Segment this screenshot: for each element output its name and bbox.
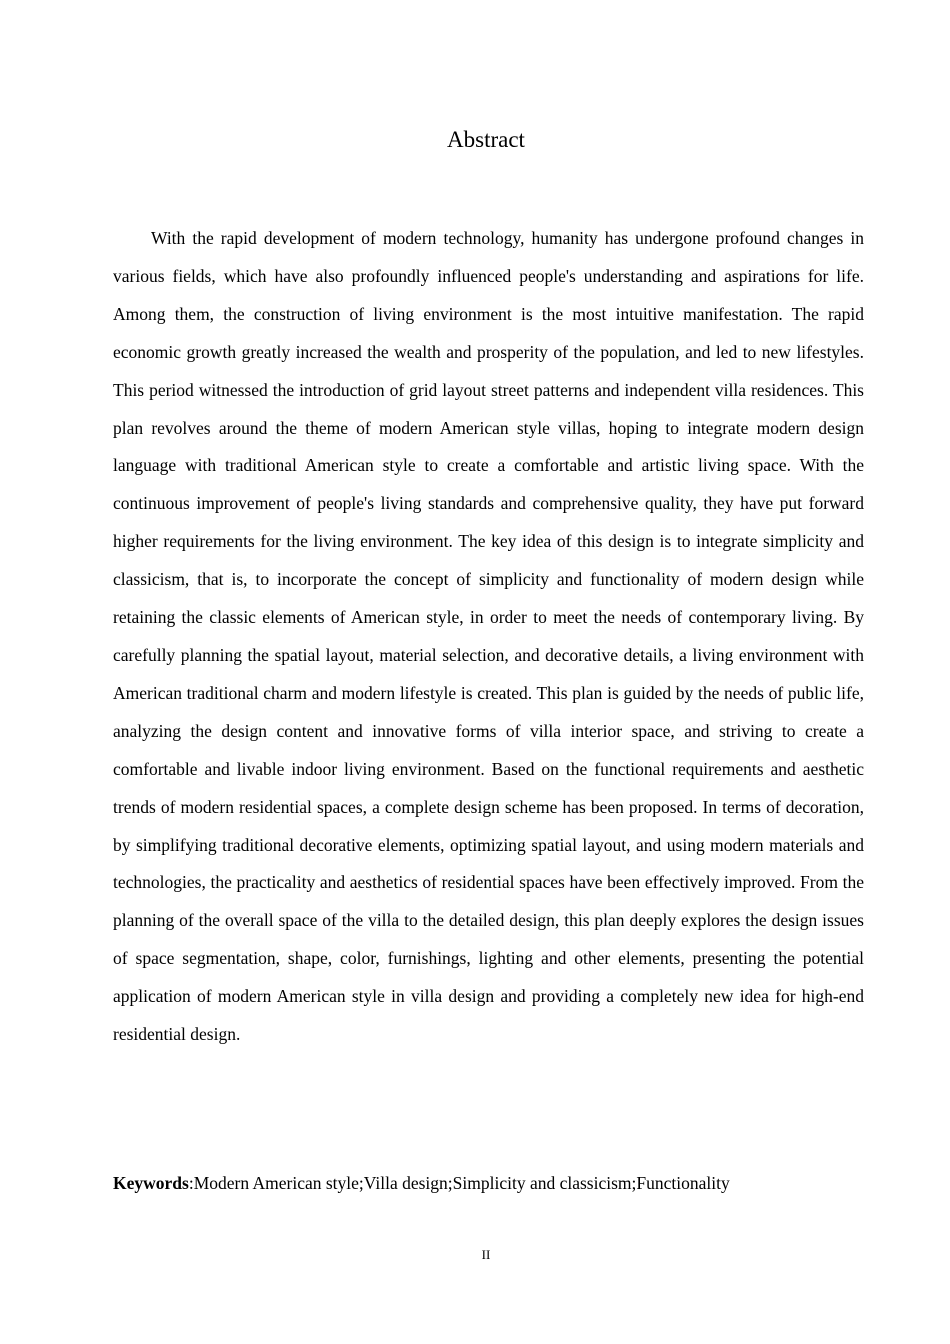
abstract-title: Abstract	[447, 127, 525, 152]
abstract-body: With the rapid development of modern technology, humanity has undergone profound changes in various fields, which have also profoundly influenced people's understanding and aspirations for life. Among them, the construction of living environment is the most intuitive manifestation. The rapid economic growth greatly increased the wealth and prosperity of the population, and led to new lifestyles. This period witnessed the introduction of grid layout street patterns and independent villa residences. This plan revolves around the theme of modern American style villas, hoping to integrate modern design language with traditional American style to create a comfortable and artistic living space. With the continuous improvement of people's living standards and comprehensive quality, they have put forward higher requirements for the living environment. The key idea of this design is to integrate simplicity and classicism, that is, to incorporate the concept of simplicity and functionality of modern design while retaining the classic elements of American style, in order to meet the needs of contemporary living. By carefully planning the spatial layout, material selection, and decorative details, a living environment with American traditional charm and modern lifestyle is created. This plan is guided by the needs of public life, analyzing the design content and innovative forms of villa interior space, and striving to create a comfortable and livable indoor living environment. Based on the functional requirements and aesthetic trends of modern residential spaces, a complete design scheme has been proposed. In terms of decoration, by simplifying traditional decorative elements, optimizing spatial layout, and using modern materials and technologies, the practicality and aesthetics of residential spaces have been effectively improved. From the planning of the overall space of the villa to the detailed design, this plan deeply explores the design issues of space segmentation, shape, color, furnishings, lighting and other elements, presenting the potential application of modern American style in villa design and providing a completely new idea for high-end residential design.	[113, 228, 864, 1045]
keywords-label: Keywords	[113, 1173, 189, 1193]
page-number: II	[481, 1247, 491, 1262]
keywords-text: :Modern American style;Villa design;Simplicity and classicism;Functionality	[188, 1173, 730, 1193]
keywords-line	[113, 1166, 873, 1200]
